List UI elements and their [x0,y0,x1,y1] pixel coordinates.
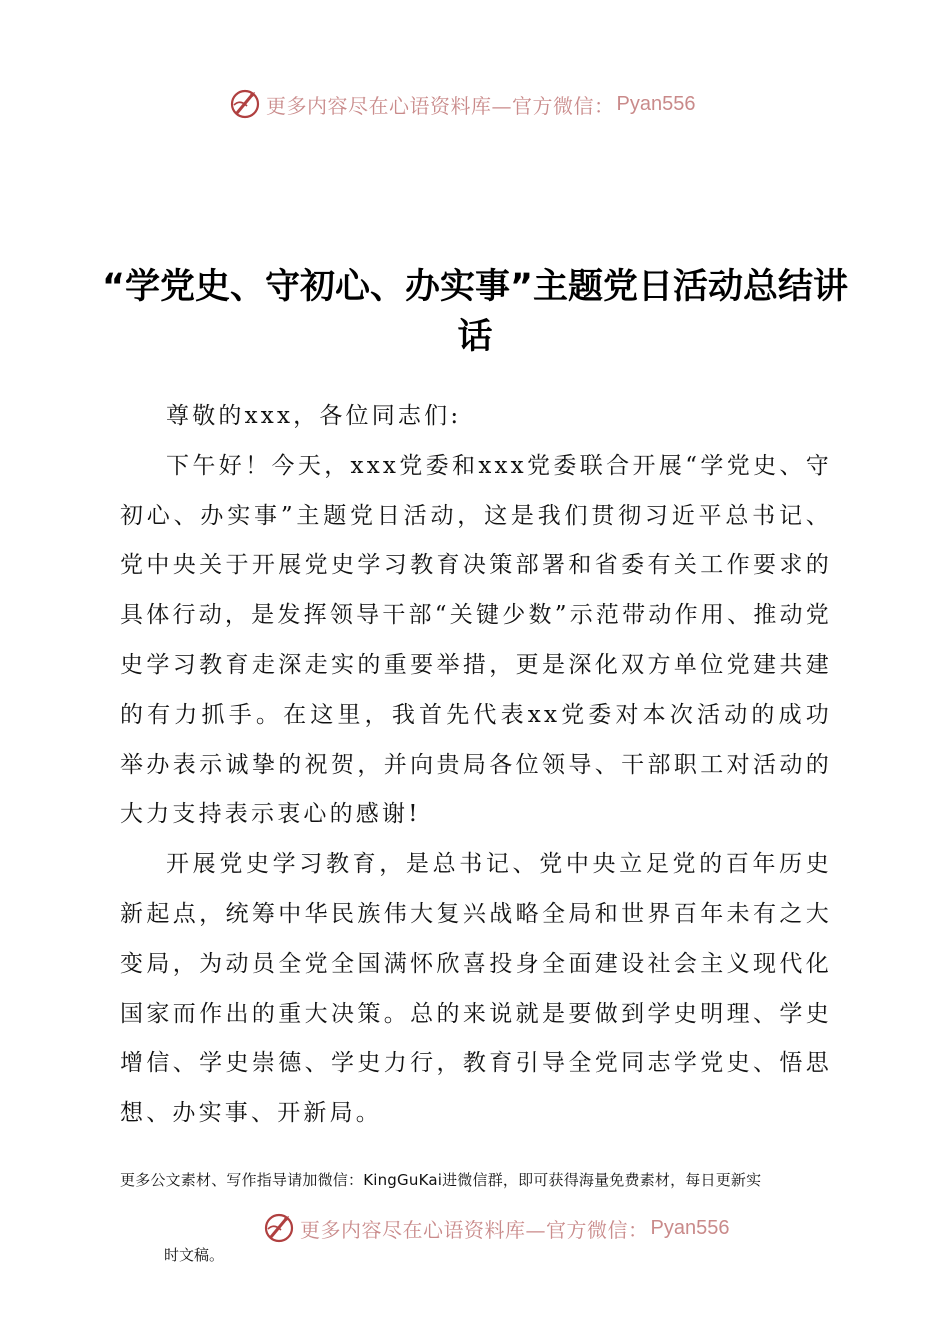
watermark-text: 更多内容尽在心语资料库—官方微信： [266,93,615,118]
watermark-id: Pyan556 [650,1216,730,1239]
footer-note-continued: 时文稿。 [164,1246,225,1264]
header-watermark [228,84,695,124]
paragraph-2: 开展党史学习教育，是总书记、党中央立足党的百年历史新起点，统筹中华民族伟大复兴战略全局和世界百年未有之大变局，为动员全党全国满怀欣喜投身全面建设社会主义现代化国家而作出的重大决策。总的来说就是要做到学史明理、学史增信、学史崇德、学史力行，教育引导全党同志学党史、悟思想、办实事、开新局。 [120,851,832,1127]
footer-note: 更多公文素材、写作指导请加微信：KingGuKai进微信群，即可获得海量免费素材，每日更新实 [120,1171,762,1189]
document-body [120,392,832,1139]
pen-logo-icon [262,1211,296,1245]
watermark-id: Pyan556 [616,92,696,115]
pen-logo-icon [228,87,262,121]
salutation: 尊敬的xxx，各位同志们: [166,403,462,429]
document-title: “学党史、守初心、办实事”主题党日活动总结讲话 [101,267,848,357]
paragraph-1: 下午好！今天，xxx党委和xxx党委联合开展“学党史、守初心、办实事”主题党日活动，这是我们贯彻习近平总书记、党中央关于开展党史学习教育决策部署和省委有关工作要求的具体行动，是发挥领导干部“关键少数”示范带动作用、推动党史学习教育走深走实的重要举措，更是深化双方单位党建共建的有力抓手。在这里，我首先代表xx党委对本次活动的成功举办表示诚挚的祝贺，并向贵局各位领导、干部职工对活动的大力支持表示衷心的感谢! [120,452,832,828]
watermark-text: 更多内容尽在心语资料库—官方微信： [300,1217,649,1242]
footer-watermark [262,1208,729,1248]
